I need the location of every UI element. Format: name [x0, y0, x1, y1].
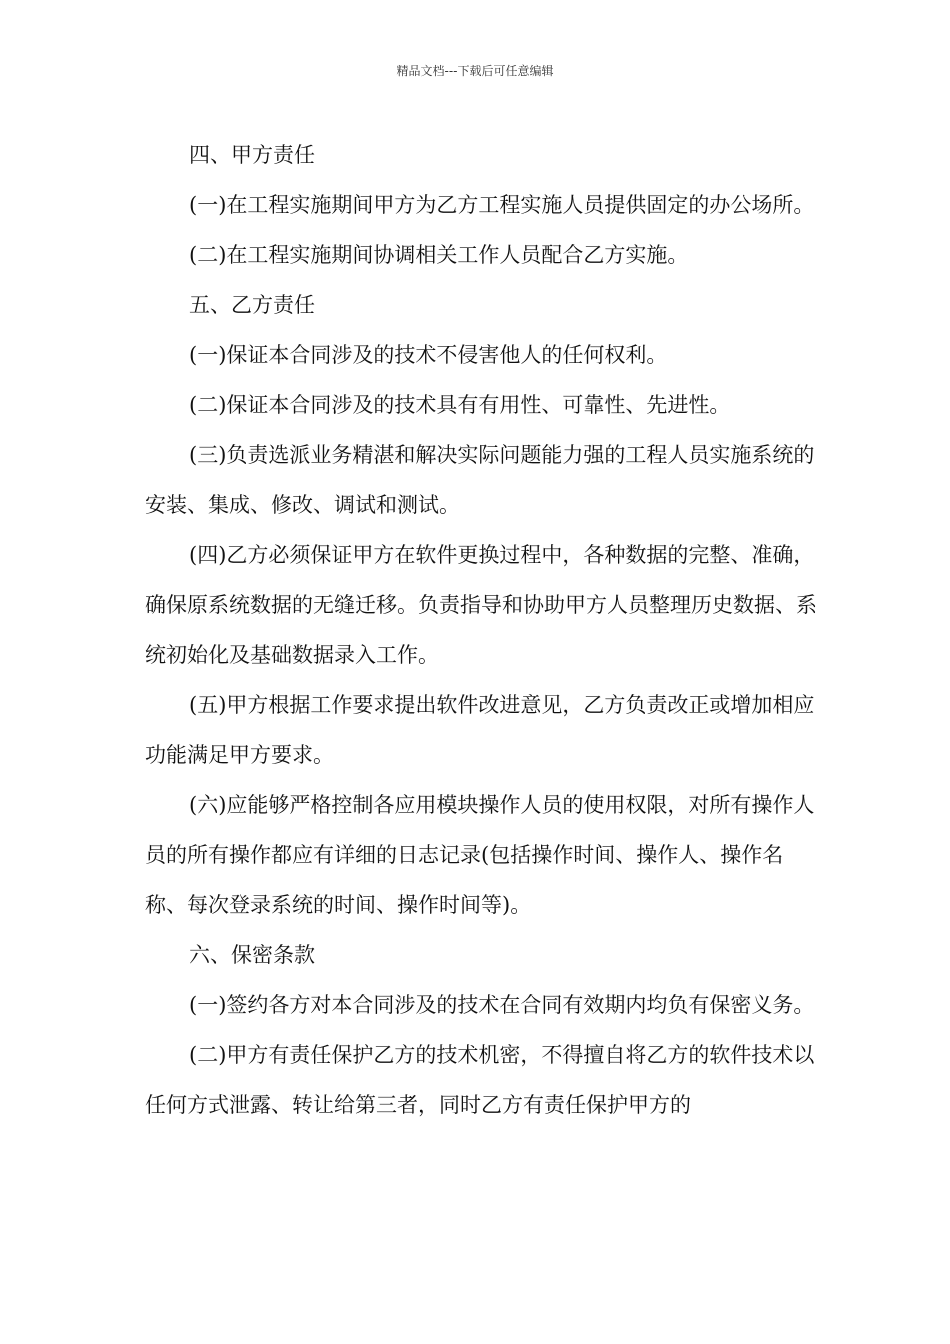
paragraph: (五)甲方根据工作要求提出软件改进意见，乙方负责改正或增加相应功能满足甲方要求。 — [145, 693, 815, 767]
paragraph: (一)在工程实施期间甲方为乙方工程实施人员提供固定的办公场所。 — [189, 193, 815, 217]
paragraph: (三)负责选派业务精湛和解决实际问题能力强的工程人员实施系统的安装、集成、修改、调试和测试。 — [145, 443, 815, 517]
page-header: 精品文档---下载后可任意编辑 — [396, 64, 554, 78]
paragraph: (一)签约各方对本合同涉及的技术在合同有效期内均负有保密义务。 — [189, 993, 815, 1017]
section-heading-6: 六、保密条款 — [189, 943, 315, 967]
section-heading-4: 四、甲方责任 — [189, 143, 315, 167]
section-heading-5: 五、乙方责任 — [189, 293, 315, 317]
paragraph: (一)保证本合同涉及的技术不侵害他人的任何权利。 — [189, 343, 668, 367]
paragraph: (二)甲方有责任保护乙方的技术机密，不得擅自将乙方的软件技术以任何方式泄露、转让给第三者，同时乙方有责任保护甲方的 — [145, 1043, 815, 1117]
paragraph: (二)在工程实施期间协调相关工作人员配合乙方实施。 — [189, 243, 689, 267]
paragraph: (六)应能够严格控制各应用模块操作人员的使用权限，对所有操作人员的所有操作都应有详细的日志记录(包括操作时间、操作人、操作名称、每次登录系统的时间、操作时间等)。 — [145, 793, 815, 917]
paragraph: (二)保证本合同涉及的技术具有有用性、可靠性、先进性。 — [189, 393, 731, 417]
paragraph: (四)乙方必须保证甲方在软件更换过程中，各种数据的完整、准确，确保原系统数据的无缝迁移。负责指导和协助甲方人员整理历史数据、系统初始化及基础数据录入工作。 — [145, 543, 817, 667]
document-body — [145, 130, 825, 1130]
